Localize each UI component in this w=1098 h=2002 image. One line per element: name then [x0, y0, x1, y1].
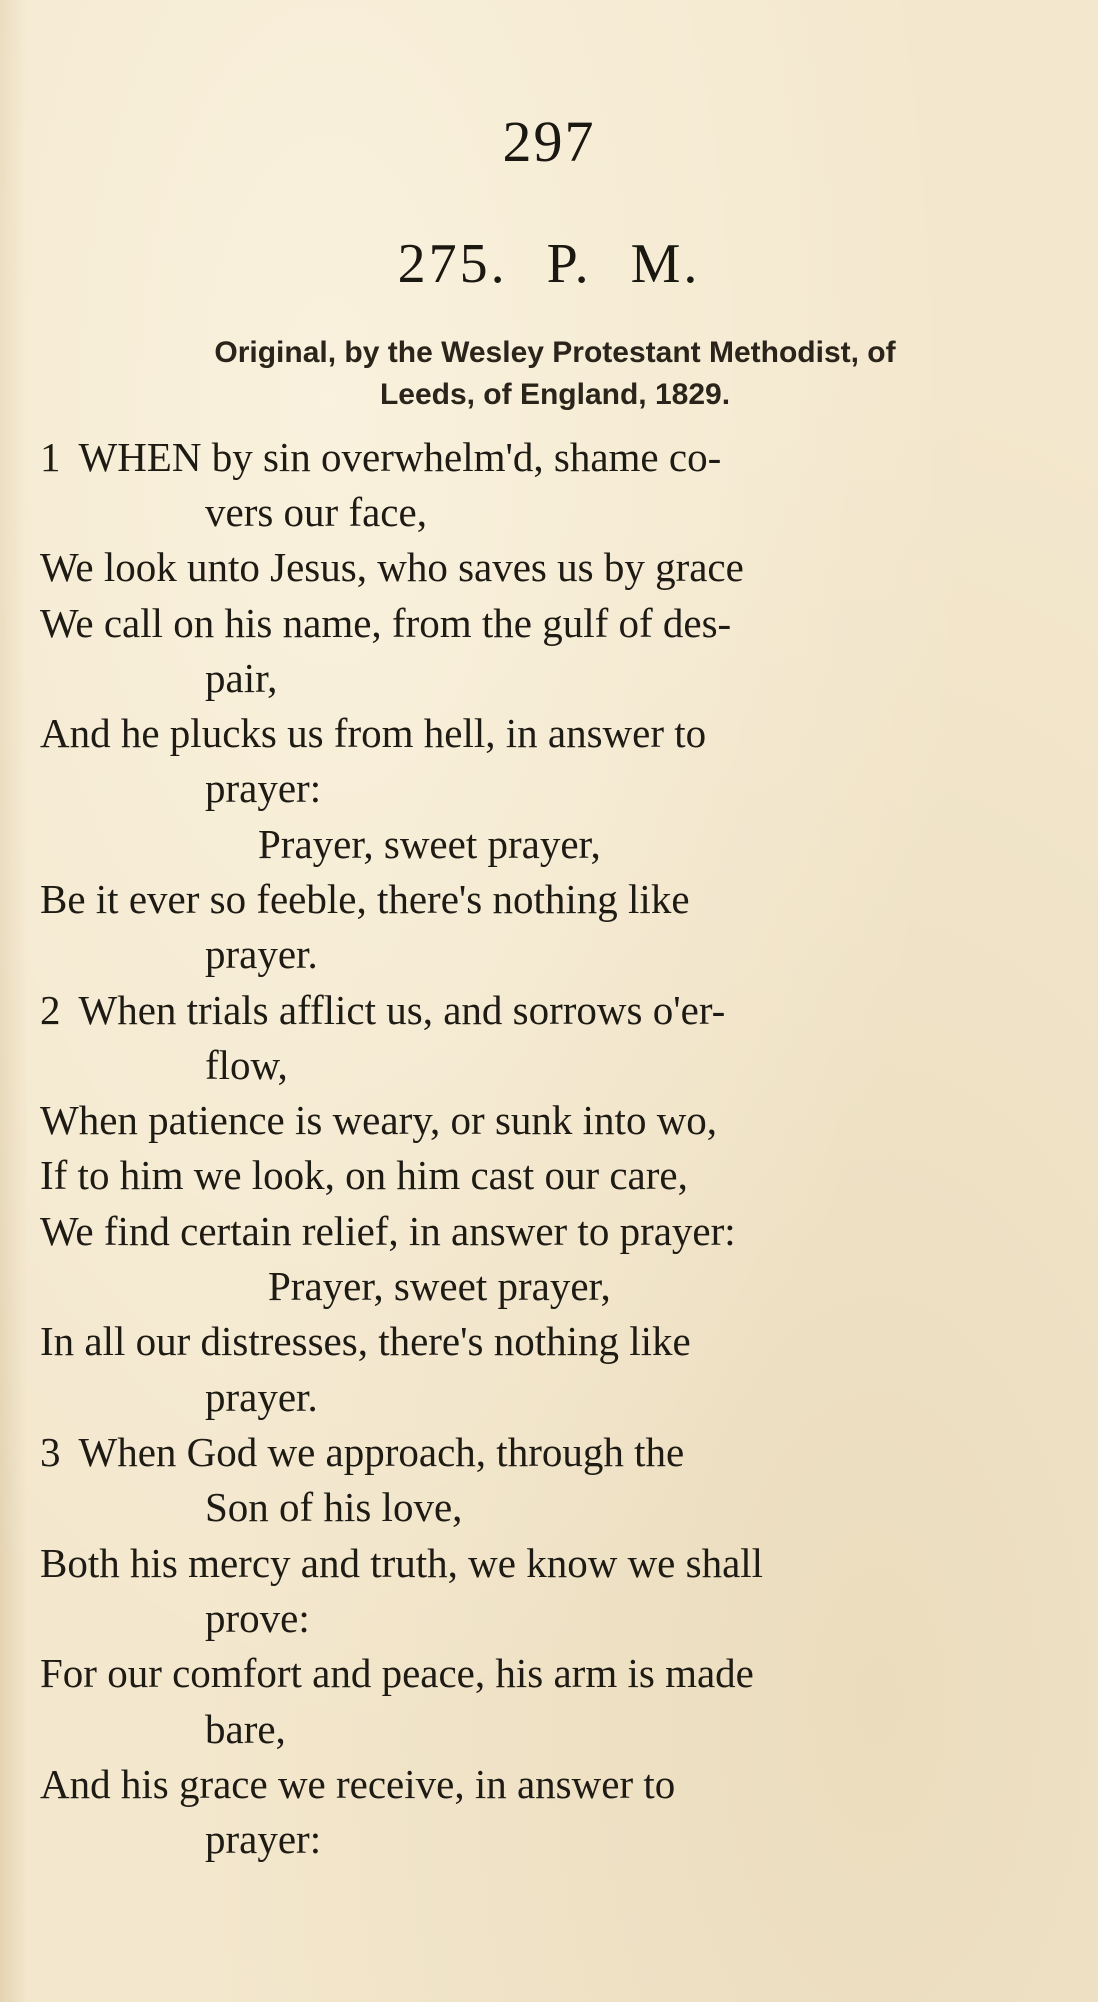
verse-line: prayer. — [205, 931, 318, 977]
verse-line: Both his mercy and truth, we know we shall — [40, 1540, 764, 1586]
verse-line: Son of his love, — [205, 1484, 463, 1530]
verse-line: prayer: — [205, 765, 322, 811]
verse-line — [40, 430, 721, 485]
attribution-line: Original, by the Wesley Protestant Methodist, of — [214, 336, 896, 369]
verse-number: 3 — [40, 1429, 61, 1475]
verse-line: vers our face, — [205, 489, 427, 535]
attribution-line: Leeds, of England, 1829. — [379, 378, 731, 411]
verse-line: Be it ever so feeble, there's nothing like — [40, 876, 690, 922]
verse-line: For our comfort and peace, his arm is made — [40, 1650, 754, 1696]
verse-text: When trials afflict us, and sorrows o'er- — [78, 987, 726, 1033]
verse-line: flow, — [205, 1042, 288, 1088]
verse-line: And he plucks us from hell, in answer to — [40, 710, 707, 756]
verse-line: pair, — [205, 655, 278, 701]
verse-line: If to him we look, on him cast our care, — [40, 1152, 688, 1198]
verse-line: When patience is weary, or sunk into wo, — [40, 1097, 718, 1143]
verse-text: When God we approach, through the — [78, 1429, 685, 1475]
verse-line: bare, — [205, 1706, 286, 1752]
verse-text: WHEN by sin overwhelm'd, shame co- — [78, 434, 722, 480]
refrain-line: Prayer, sweet prayer, — [258, 821, 601, 867]
verse-line: In all our distresses, there's nothing like — [40, 1318, 691, 1364]
verse-line: prove: — [205, 1595, 310, 1641]
verse-line: We find certain relief, in answer to prayer: — [40, 1208, 736, 1254]
verse-line: prayer. — [205, 1374, 318, 1420]
verse-line — [40, 983, 725, 1038]
page-number: 297 — [502, 109, 596, 174]
refrain-line: Prayer, sweet prayer, — [268, 1263, 611, 1309]
hymn-attribution — [60, 332, 1050, 416]
verse-line: prayer: — [205, 1816, 322, 1862]
verse-line — [40, 1425, 684, 1480]
verse-line: We call on his name, from the gulf of des- — [40, 600, 732, 646]
verse-number: 2 — [40, 987, 61, 1033]
verse-line: And his grace we receive, in answer to — [40, 1761, 676, 1807]
verse-line: We look unto Jesus, who saves us by grace — [40, 544, 744, 590]
verse-number: 1 — [40, 434, 61, 480]
hymn-title: 275. P. M. — [397, 233, 701, 295]
